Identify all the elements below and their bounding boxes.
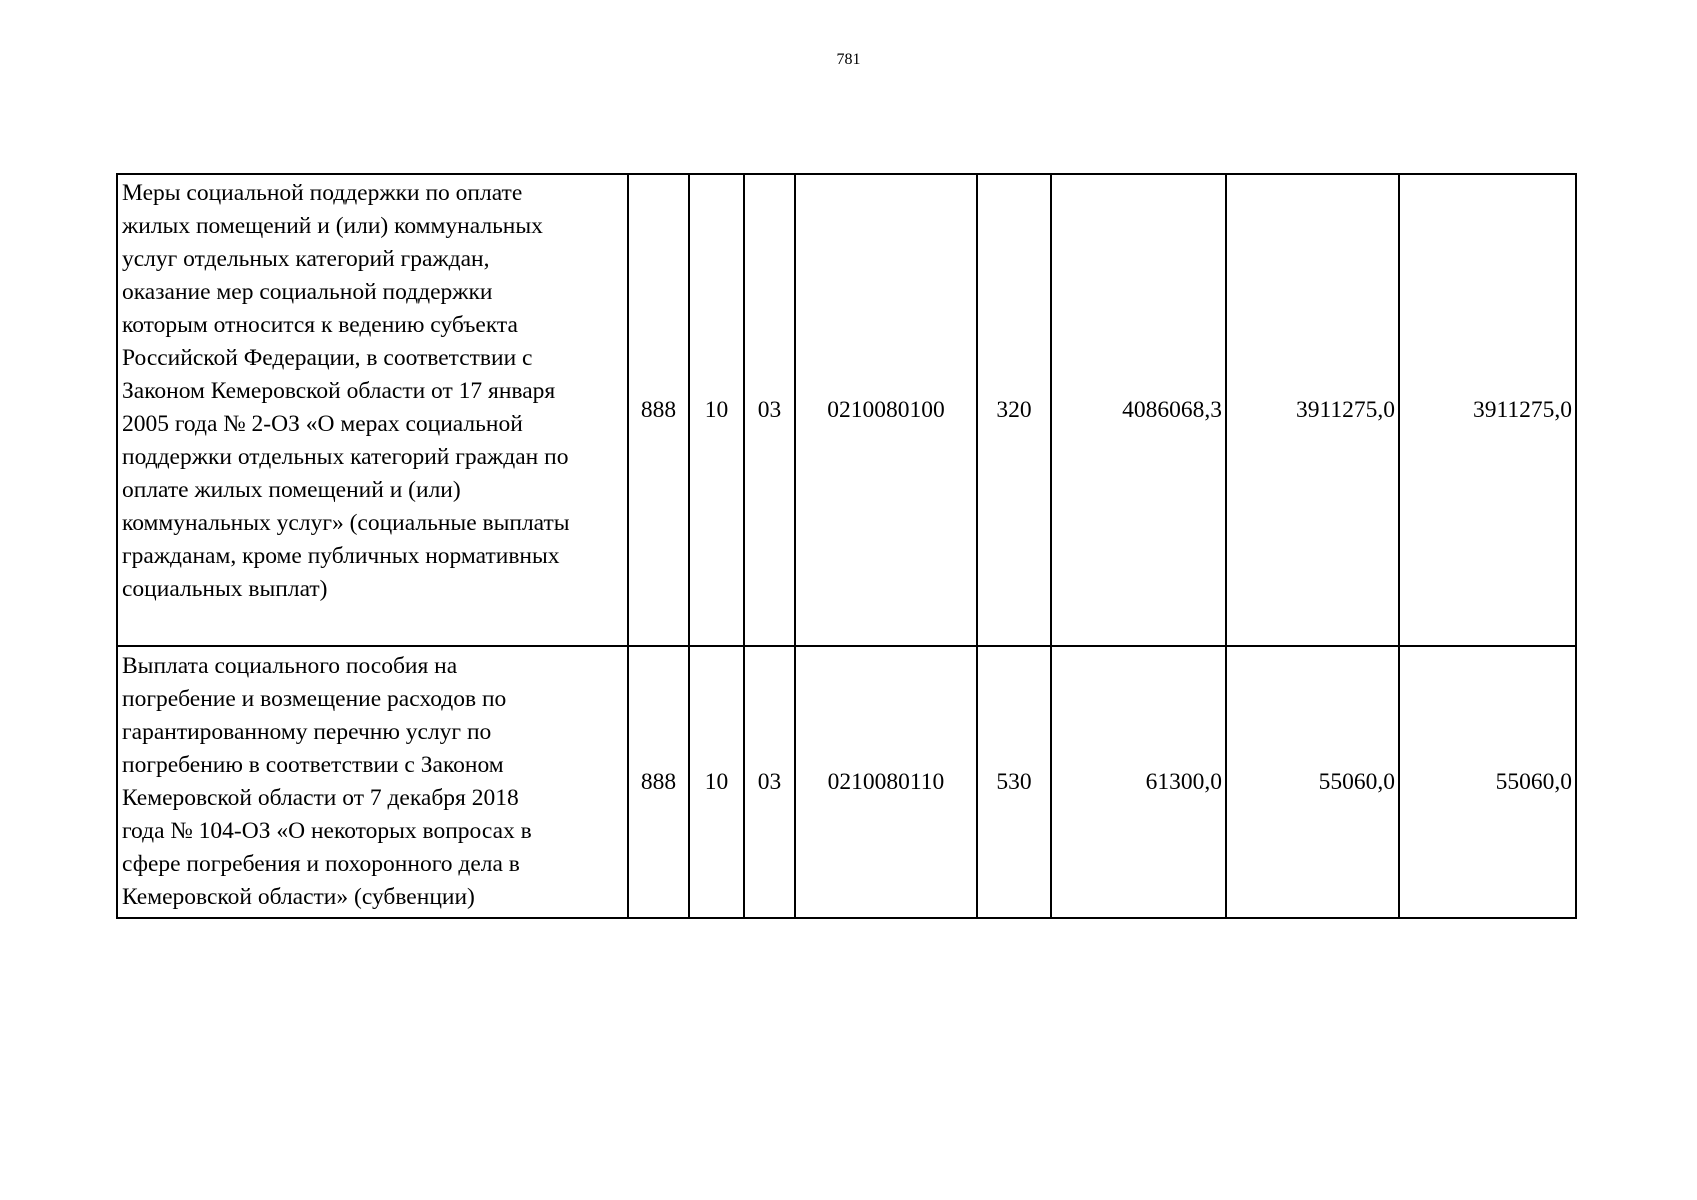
table-row [117, 646, 1576, 918]
description-line: года № 104-ОЗ «О некоторых вопросах в [122, 818, 532, 844]
ministry-code-cell: 888 [628, 646, 689, 918]
description-line: коммунальных услуг» (социальные выплаты [122, 510, 570, 536]
expense-type-cell: 320 [977, 174, 1051, 646]
description-line: поддержки отдельных категорий граждан по [122, 444, 569, 470]
description-line: погребению в соответствии с Законом [122, 752, 504, 778]
target-article-cell: 0210080100 [795, 174, 977, 646]
amount-cell-3: 55060,0 [1399, 646, 1576, 918]
description-line: Законом Кемеровской области от 17 января [122, 378, 556, 404]
description-line: Выплата социального пособия на [122, 653, 458, 679]
amount-cell-2: 55060,0 [1226, 646, 1399, 918]
section-code-cell: 10 [689, 174, 744, 646]
description-line: Меры социальной поддержки по оплате [122, 180, 523, 206]
subsection-code-cell: 03 [744, 646, 795, 918]
table-row [117, 174, 1576, 646]
description-line: сфере погребения и похоронного дела в [122, 851, 520, 877]
description-line: погребение и возмещение расходов по [122, 686, 507, 712]
description-line: Кемеровской области» (субвенции) [122, 884, 475, 910]
page-number: 781 [836, 51, 861, 68]
description-line: Кемеровской области от 7 декабря 2018 [122, 785, 519, 811]
description-line: социальных выплат) [122, 576, 328, 602]
description-line: Российской Федерации, в соответствии с [122, 345, 533, 371]
description-line: гражданам, кроме публичных нормативных [122, 543, 560, 569]
amount-cell-3: 3911275,0 [1399, 174, 1576, 646]
section-code-cell: 10 [689, 646, 744, 918]
description-cell [117, 174, 628, 646]
description-line: жилых помещений и (или) коммунальных [122, 213, 543, 239]
budget-table [116, 173, 1577, 919]
description-line: которым относится к ведению субъекта [122, 312, 518, 338]
amount-cell-1: 4086068,3 [1051, 174, 1226, 646]
target-article-cell: 0210080110 [795, 646, 977, 918]
subsection-code-cell: 03 [744, 174, 795, 646]
amount-cell-2: 3911275,0 [1226, 174, 1399, 646]
description-line: 2005 года № 2-ОЗ «О мерах социальной [122, 411, 523, 437]
ministry-code-cell: 888 [628, 174, 689, 646]
description-line: оплате жилых помещений и (или) [122, 477, 461, 503]
description-cell [117, 646, 628, 918]
expense-type-cell: 530 [977, 646, 1051, 918]
description-line: гарантированному перечню услуг по [122, 719, 492, 745]
description-line: услуг отдельных категорий граждан, [122, 246, 490, 272]
amount-cell-1: 61300,0 [1051, 646, 1226, 918]
description-line: оказание мер социальной поддержки [122, 279, 493, 305]
